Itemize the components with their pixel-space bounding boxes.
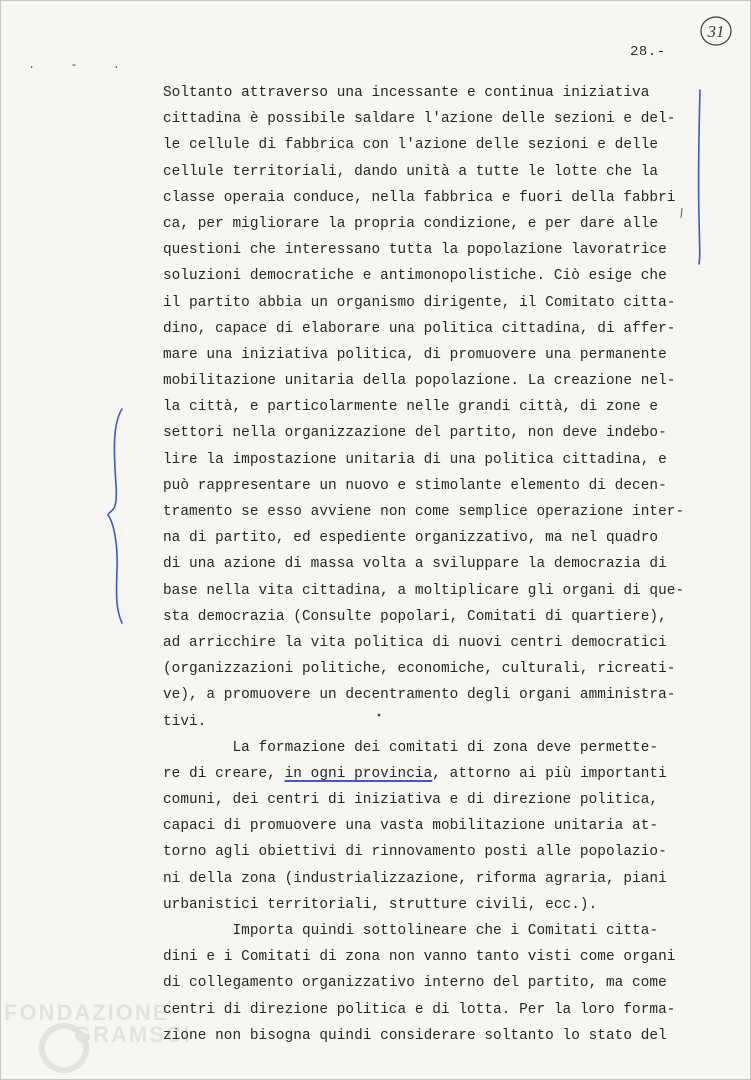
- text-line: centri di direzione politica e di lotta. Per la loro forma-: [163, 1001, 676, 1018]
- text-line: tramento se esso avviene non come semplice operazione inter-: [163, 504, 685, 520]
- margin-line-mark: [690, 88, 710, 268]
- circled-folio-icon: [699, 14, 733, 48]
- page-number: 28.-: [630, 44, 666, 60]
- text-line: di una azione di massa volta a sviluppare la democrazia di: [163, 556, 667, 573]
- text-line: di collegamento organizzativo interno del partito, ma come: [163, 975, 667, 992]
- text-line: ad arricchire la vita politica di nuovi centri democratici: [163, 634, 667, 651]
- text-line: settori nella organizzazione del partito, non deve indebo-: [163, 425, 667, 442]
- text-line: tivi.: [163, 713, 207, 730]
- text-line: comuni, dei centri di iniziativa e di direzione politica,: [163, 792, 659, 809]
- text-line: Soltanto attraverso una incessante e continua iniziativa: [163, 85, 650, 101]
- text-line: na di partito, ed espediente organizzativo, ma nel quadro: [163, 530, 659, 547]
- text-line: zione non bisogna quindi considerare soltanto lo stato del: [163, 1027, 667, 1044]
- text-line: urbanistici territoriali, strutture civili, ecc.).: [163, 896, 598, 913]
- ink-dot: [376, 712, 382, 718]
- text-line: classe operaia conduce, nella fabbrica e fuori della fabbri: [163, 189, 676, 206]
- text-line: le cellule di fabbrica con l'azione delle sezioni e delle: [163, 137, 659, 154]
- margin-bracket-mark: [104, 405, 134, 627]
- stray-marks: . - .: [28, 58, 135, 72]
- folio-number-circled: [699, 14, 733, 48]
- text-line: base nella vita cittadina, a moltiplicare gli organi di que-: [163, 582, 685, 599]
- text-line: ni della zona (industrializzazione, riforma agraria, piani: [163, 870, 667, 887]
- text-line: può rappresentare un nuovo e stimolante elemento di decen-: [163, 477, 667, 494]
- text-line: Importa quindi sottolineare che i Comitati citta-: [163, 923, 659, 939]
- text-line: mare una iniziativa politica, di promuovere una permanente: [163, 346, 667, 363]
- text-line: dino, capace di elaborare una politica cittadina, di affer-: [163, 320, 676, 337]
- text-line: la città, e particolarmente nelle grandi città, di zone e: [163, 399, 659, 416]
- text-line: capaci di promuovere una vasta mobilitazione unitaria at-: [163, 818, 659, 835]
- text-line: soluzioni democratiche e antimonopolistiche. Ciò esige che: [163, 268, 667, 285]
- text-line: (organizzazioni politiche, economiche, culturali, ricreati-: [163, 661, 676, 678]
- text-line: il partito abbia un organismo dirigente, il Comitato citta-: [163, 294, 676, 311]
- text-segment: re di creare,: [163, 765, 285, 782]
- typed-text-body: [163, 80, 703, 1049]
- watermark-line2: GRAMSCI: [74, 1022, 192, 1047]
- text-line: cellule territoriali, dando unità a tutte le lotte che la: [163, 163, 659, 180]
- text-line: ve), a promuovere un decentramento degli organi amministra-: [163, 687, 676, 704]
- correction-mark: [676, 206, 688, 222]
- text-line: dini e i Comitati di zona non vanno tanto visti come organi: [163, 949, 676, 966]
- text-line: ca, per migliorare la propria condizione, e per dare alle: [163, 215, 659, 232]
- text-line: [163, 761, 703, 787]
- text-line: torno agli obiettivi di rinnovamento posti alle popolazio-: [163, 844, 667, 861]
- text-line: sta democrazia (Consulte popolari, Comitati di quartiere),: [163, 608, 667, 625]
- svg-text:31: 31: [707, 22, 725, 41]
- text-line: cittadina è possibile saldare l'azione delle sezioni e del-: [163, 111, 676, 128]
- text-segment: , attorno ai più importanti: [432, 765, 667, 782]
- text-line: mobilitazione unitaria della popolazione. La creazione nel-: [163, 373, 676, 390]
- text-line: lire la impostazione unitaria di una politica cittadina, e: [163, 451, 667, 468]
- text-line: questioni che interessano tutta la popolazione lavoratrice: [163, 242, 667, 259]
- underlined-phrase: in ogni provincia: [284, 765, 433, 782]
- text-line: La formazione dei comitati di zona deve permette-: [163, 739, 659, 756]
- watermark-emblem-icon: [34, 1018, 94, 1078]
- watermark-line1: FONDAZIONE: [4, 1000, 170, 1025]
